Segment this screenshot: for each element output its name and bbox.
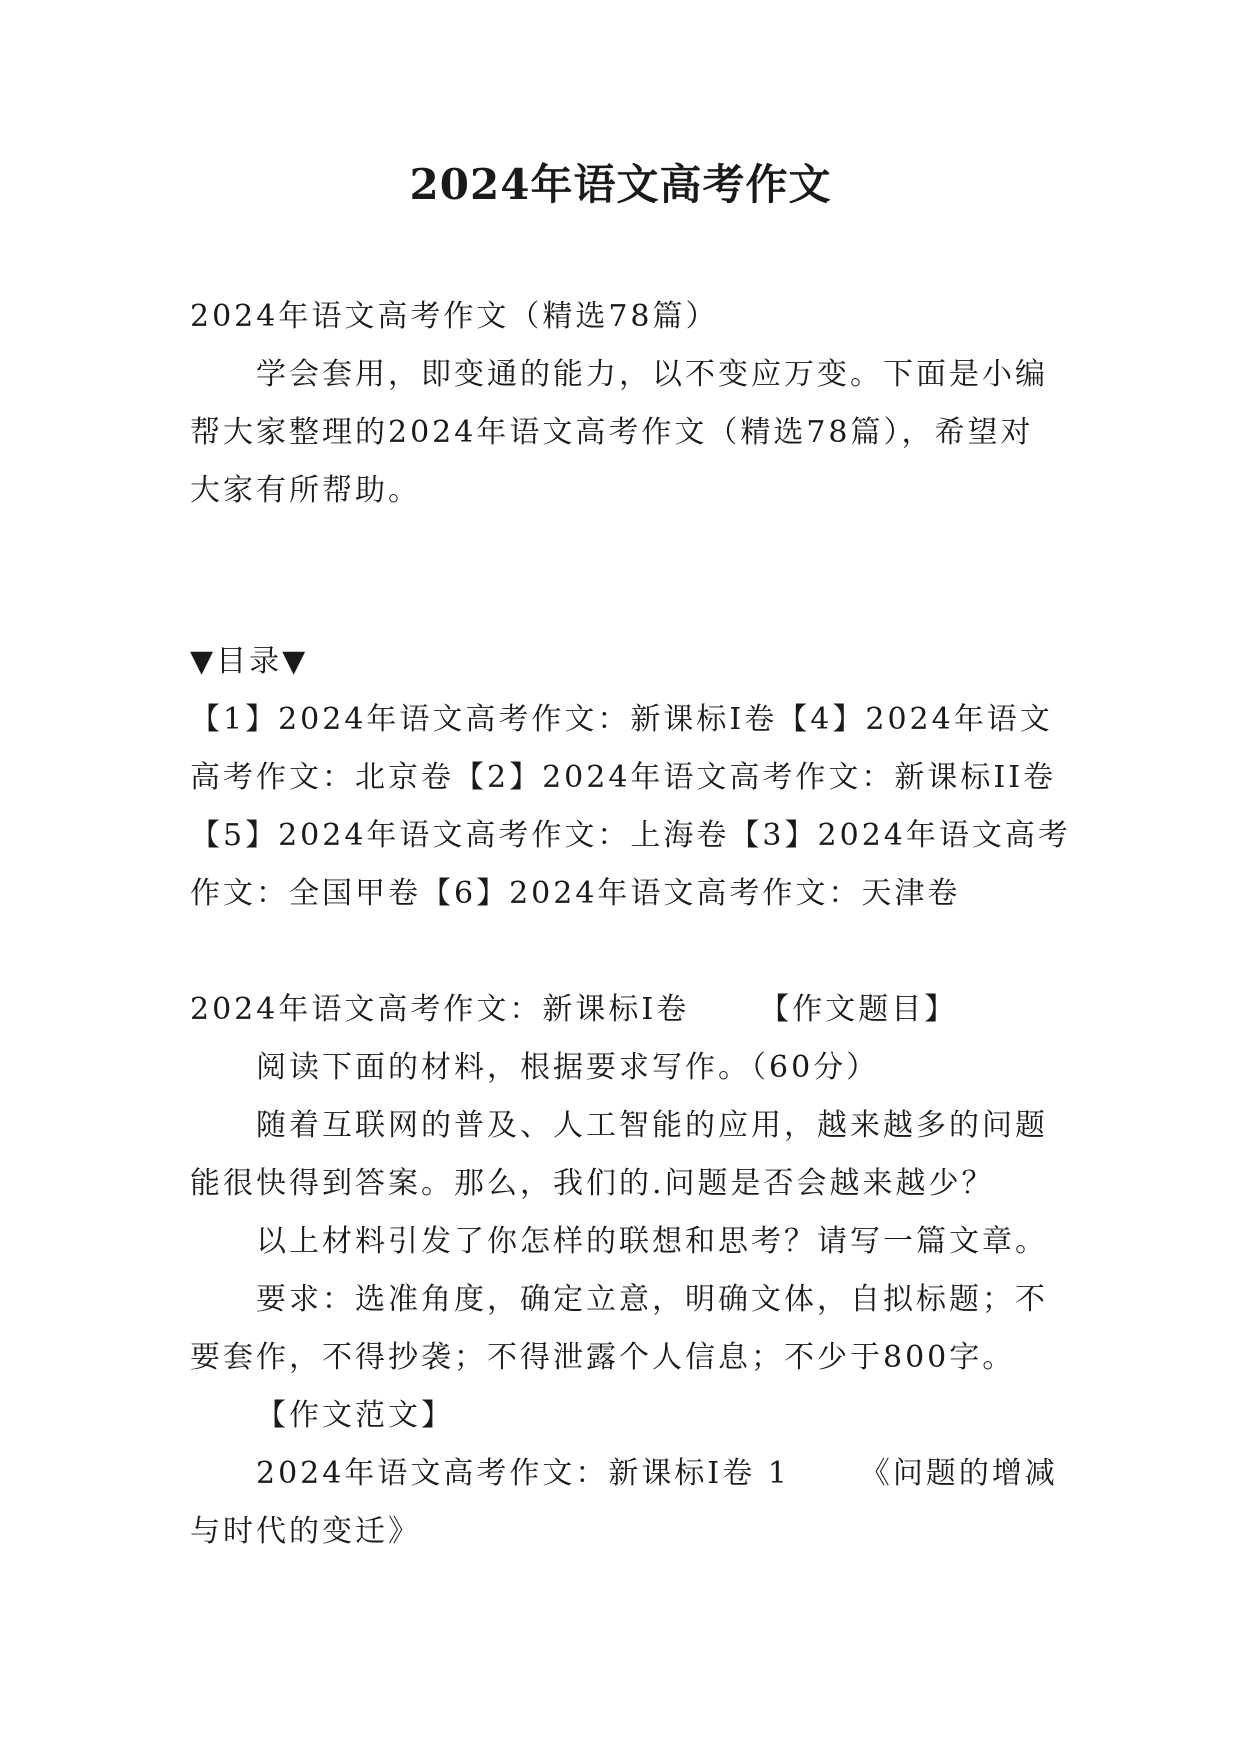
section-tag: 【作文题目】	[759, 992, 958, 1027]
toc-line[interactable]: 高考作文：北京卷【2】2024年语文高考作文：新课标II卷	[190, 760, 1057, 795]
toc-line[interactable]: 【5】2024年语文高考作文：上海卷【3】2024年语文高考	[190, 818, 1071, 853]
sample-heading: 【作文范文】	[256, 1398, 454, 1433]
intro-line: 大家有所帮助。	[190, 473, 421, 508]
material-line: 随着互联网的普及、人工智能的应用，越来越多的问题	[256, 1108, 1048, 1143]
requirement-line: 要套作，不得抄袭；不得泄露个人信息；不少于800字。	[190, 1340, 1016, 1375]
table-of-contents	[190, 633, 1071, 923]
toc-line[interactable]: 【1】2024年语文高考作文：新课标I卷【4】2024年语文	[190, 702, 1053, 737]
prompt-instruction: 阅读下面的材料，根据要求写作。（60分）	[256, 1050, 880, 1085]
sample-title-part2: 《问题的增减	[859, 1456, 1058, 1491]
subtitle-line: 2024年语文高考作文（精选78篇）	[190, 299, 719, 334]
sample-title-line	[190, 1445, 1058, 1503]
section-title: 2024年语文高考作文：新课标I卷	[190, 992, 690, 1027]
intro-line: 帮大家整理的2024年语文高考作文（精选78篇），希望对	[190, 415, 1034, 450]
toc-heading: ▼目录▼	[190, 644, 309, 679]
document-title: 2024年语文高考作文	[409, 160, 832, 209]
intro-paragraph	[190, 346, 1050, 520]
section-heading-line	[190, 981, 1050, 1039]
requirement-line: 要求：选准角度，确定立意，明确文体，自拟标题；不	[256, 1282, 1048, 1317]
subtitle-block	[190, 288, 1050, 346]
toc-line[interactable]: 作文：全国甲卷【6】2024年语文高考作文：天津卷	[190, 876, 961, 911]
section-content	[190, 981, 1058, 1561]
sample-title-part1: 2024年语文高考作文：新课标I卷 1	[256, 1456, 790, 1491]
intro-line: 学会套用，即变通的能力，以不变应万变。下面是小编	[256, 357, 1048, 392]
sample-title-line2: 与时代的变迁》	[190, 1514, 421, 1549]
question-line: 以上材料引发了你怎样的联想和思考？请写一篇文章。	[256, 1224, 1048, 1259]
material-line: 能很快得到答案。那么，我们的.问题是否会越来越少？	[190, 1166, 995, 1201]
